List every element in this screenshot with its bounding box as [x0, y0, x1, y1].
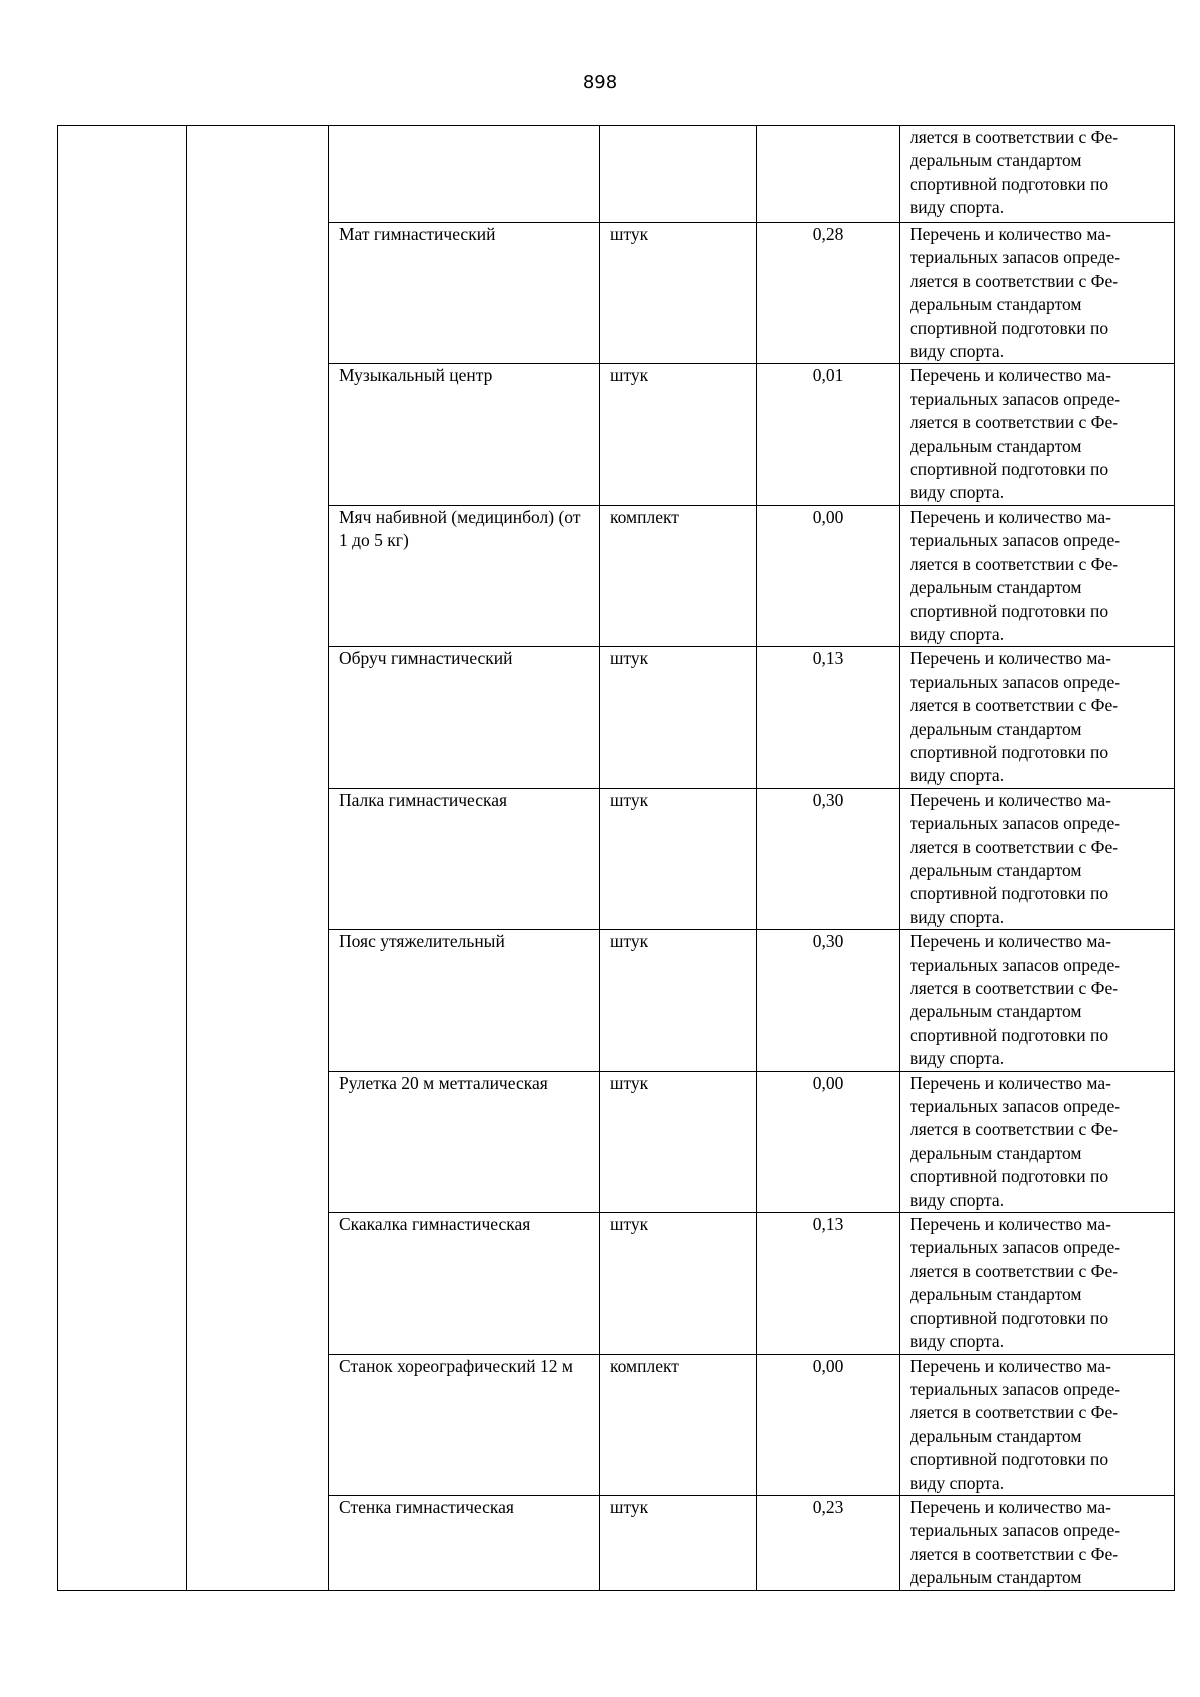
note-line: деральным стандартом — [910, 577, 1082, 598]
note-line: виду спорта. — [910, 482, 1005, 503]
note-line: Перечень и количество ма- — [910, 789, 1111, 810]
note-line: деральным стандартом — [910, 1567, 1082, 1588]
quantity-cell: 0,00 — [757, 1071, 900, 1212]
note-line: ляется в соответствии с Фе- — [910, 1543, 1119, 1564]
unit-cell: комплект — [600, 505, 757, 646]
item-name-cell: Рулетка 20 м метталическая — [329, 1071, 600, 1212]
note-line: териальных запасов опреде- — [910, 1096, 1121, 1117]
note-cell — [900, 223, 1175, 364]
item-name-cell: Палка гимнастическая — [329, 788, 600, 929]
item-name-cell: Стенка гимнастическая — [329, 1495, 600, 1590]
note-line: виду спорта. — [910, 197, 1005, 218]
note-line: ляется в соответствии с Фе- — [910, 1402, 1119, 1423]
item-name-cell: Музыкальный центр — [329, 364, 600, 505]
note-cell — [900, 126, 1175, 223]
note-line: ляется в соответствии с Фе- — [910, 978, 1119, 998]
unit-cell: штук — [600, 1495, 757, 1590]
note-cell — [900, 930, 1175, 1071]
item-name-cell: Мат гимнастический — [329, 223, 600, 364]
note-line: ляется в соответствии с Фе- — [910, 1260, 1119, 1281]
unit-cell: комплект — [600, 1354, 757, 1495]
note-line: виду спорта. — [910, 1472, 1005, 1493]
materials-table-body — [58, 126, 1175, 1591]
note-line: спортивной подготовки по — [910, 1166, 1109, 1187]
note-line: ляется в соответствии с Фе- — [910, 695, 1119, 716]
note-line: ляется в соответствии с Фе- — [910, 270, 1119, 291]
quantity-cell: 0,30 — [757, 788, 900, 929]
note-line: спортивной подготовки по — [910, 173, 1109, 194]
note-cell — [900, 647, 1175, 788]
quantity-cell: 0,23 — [757, 1495, 900, 1590]
note-line: териальных запасов опреде- — [910, 813, 1121, 834]
note-line: спортивной подготовки по — [910, 1024, 1109, 1045]
note-line: териальных запасов опреде- — [910, 1520, 1121, 1541]
note-line: деральным стандартом — [910, 1142, 1082, 1163]
note-cell — [900, 1495, 1175, 1590]
note-line: териальных запасов опреде- — [910, 1378, 1121, 1399]
quantity-cell — [757, 126, 900, 223]
note-line: Перечень и количество ма- — [910, 1072, 1111, 1093]
note-cell — [900, 505, 1175, 646]
item-name-cell: Скакалка гимнастическая — [329, 1213, 600, 1354]
note-line: териальных запасов опреде- — [910, 1237, 1121, 1258]
note-line: Перечень и количество ма- — [910, 1496, 1111, 1517]
note-line: ляется в соответствии с Фе- — [910, 836, 1119, 857]
note-line: Перечень и количество ма- — [910, 365, 1111, 386]
note-line: ляется в соответствии с Фе- — [910, 553, 1119, 574]
note-cell — [900, 1071, 1175, 1212]
note-cell — [900, 788, 1175, 929]
item-name-cell: Мяч набивной (медицинбол) (от 1 до 5 кг) — [329, 505, 600, 646]
note-line: виду спорта. — [910, 341, 1005, 362]
note-line: виду спорта. — [910, 765, 1005, 786]
note-line: виду спорта. — [910, 1189, 1005, 1210]
note-line: деральным стандартом — [910, 1001, 1082, 1022]
note-line: териальных запасов опреде- — [910, 671, 1121, 692]
unit-cell: штук — [600, 788, 757, 929]
unit-cell: штук — [600, 1071, 757, 1212]
item-name-cell: Станок хореографический 12 м — [329, 1354, 600, 1495]
note-line: виду спорта. — [910, 623, 1005, 644]
note-line: деральным стандартом — [910, 718, 1082, 739]
note-line: спортивной подготовки по — [910, 317, 1109, 338]
note-line: Перечень и количество ма- — [910, 1355, 1111, 1376]
note-line: деральным стандартом — [910, 150, 1082, 171]
unit-cell: штук — [600, 647, 757, 788]
merged-cell-col-1 — [58, 126, 187, 1591]
quantity-cell: 0,28 — [757, 223, 900, 364]
note-cell — [900, 1354, 1175, 1495]
note-line: виду спорта. — [910, 906, 1005, 927]
quantity-cell: 0,00 — [757, 1354, 900, 1495]
item-name-cell: Пояс утяжелительный — [329, 930, 600, 1071]
quantity-cell: 0,30 — [757, 930, 900, 1071]
note-line: Перечень и количество ма- — [910, 931, 1111, 952]
unit-cell: штук — [600, 364, 757, 505]
note-line: спортивной подготовки по — [910, 600, 1109, 621]
merged-cell-col-2 — [187, 126, 329, 1591]
table-row — [58, 126, 1175, 223]
note-line: спортивной подготовки по — [910, 883, 1109, 904]
note-line: териальных запасов опреде- — [910, 530, 1121, 551]
note-line: териальных запасов опреде- — [910, 247, 1121, 268]
unit-cell — [600, 126, 757, 223]
note-line: спортивной подготовки по — [910, 459, 1109, 480]
note-line: деральным стандартом — [910, 1425, 1082, 1446]
note-line: Перечень и количество ма- — [910, 506, 1111, 527]
note-line: спортивной подготовки по — [910, 1307, 1109, 1328]
note-line: виду спорта. — [910, 1331, 1005, 1352]
item-name-cell: Обруч гимнастический — [329, 647, 600, 788]
note-line: Перечень и количество ма- — [910, 224, 1111, 244]
materials-table — [57, 125, 1175, 1591]
unit-cell: штук — [600, 930, 757, 1071]
note-line: Перечень и количество ма- — [910, 1214, 1111, 1235]
quantity-cell: 0,13 — [757, 647, 900, 788]
note-cell — [900, 364, 1175, 505]
note-line: териальных запасов опреде- — [910, 954, 1121, 975]
item-name-cell — [329, 126, 600, 223]
unit-cell: штук — [600, 1213, 757, 1354]
note-line: виду спорта. — [910, 1048, 1005, 1069]
note-line: ляется в соответствии с Фе- — [910, 1119, 1119, 1140]
quantity-cell: 0,01 — [757, 364, 900, 505]
note-line: ляется в соответствии с Фе- — [910, 412, 1119, 433]
note-line: спортивной подготовки по — [910, 741, 1109, 762]
note-line: ляется в соответствии с Фе- — [910, 127, 1119, 147]
note-line: Перечень и количество ма- — [910, 648, 1111, 669]
note-line: деральным стандартом — [910, 294, 1082, 315]
page-number: 898 — [582, 72, 618, 93]
note-line: деральным стандартом — [910, 1284, 1082, 1305]
quantity-cell: 0,00 — [757, 505, 900, 646]
note-line: деральным стандартом — [910, 435, 1082, 456]
unit-cell: штук — [600, 223, 757, 364]
quantity-cell: 0,13 — [757, 1213, 900, 1354]
note-cell — [900, 1213, 1175, 1354]
note-line: спортивной подготовки по — [910, 1449, 1109, 1470]
note-line: деральным стандартом — [910, 859, 1082, 880]
note-line: териальных запасов опреде- — [910, 388, 1121, 409]
